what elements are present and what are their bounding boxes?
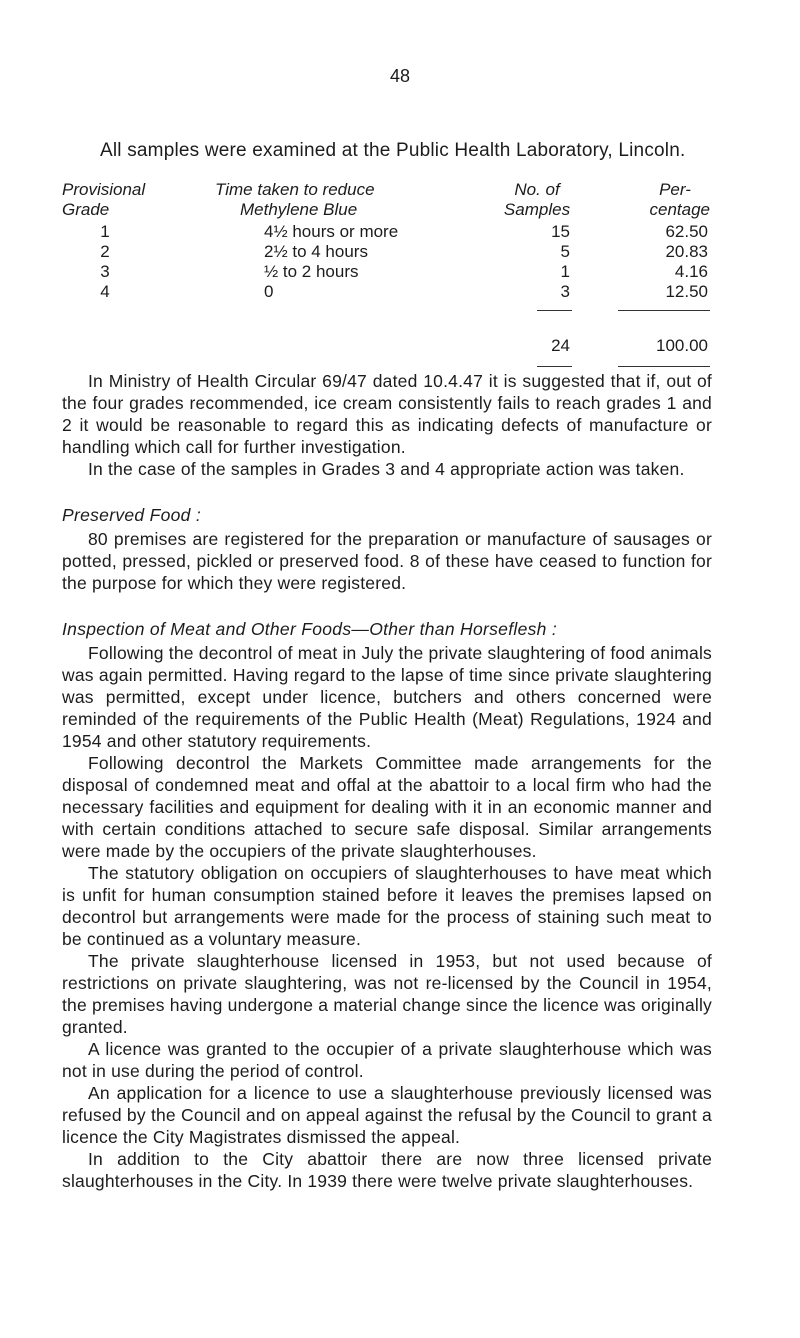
header-percentage-line1: Per- [659, 180, 691, 199]
inspection-paragraph: An application for a licence to use a slaughterhouse previously licensed was refused by the Council and on appeal against the refusal by the Council to grant a licence the City Magistrates dismissed the appeal. [62, 1083, 712, 1147]
inspection-paragraph: A licence was granted to the occupier of a private slaughterhouse which was not in use during the period of control. [62, 1039, 712, 1081]
circular-paragraph: In Ministry of Health Circular 69/47 dated 10.4.47 it is suggested that if, out of the four grades recommended, ice cream consistently fails to reach grades 1 and 2 it would be reasonable to regard this as indicating defects of manufacture or handling which call for further investigation. [62, 371, 712, 457]
row-2-samples: 5 [560, 242, 570, 261]
inspection-heading: Inspection of Meat and Other Foods—Other than Horseflesh : [62, 619, 558, 639]
header-samples-line1: No. of [514, 180, 560, 199]
row-4-grade: 4 [100, 282, 110, 301]
percentage-sum-rule-bottom [618, 366, 710, 367]
row-4-percentage: 12.50 [665, 282, 708, 301]
samples-sum-rule-top [537, 310, 572, 311]
preserved-food-heading: Preserved Food : [62, 505, 202, 525]
inspection-paragraph: In addition to the City abattoir there are now three licensed private slaughterhouses in the City. In 1939 there were twelve private slaughterhouses. [62, 1149, 712, 1191]
row-3-time: ½ to 2 hours [264, 262, 359, 281]
row-3-grade: 3 [100, 262, 110, 281]
header-time-line1: Time taken to reduce [215, 180, 375, 199]
header-percentage-line2: centage [649, 200, 710, 219]
total-samples: 24 [551, 336, 570, 355]
header-grade-line1: Provisional [62, 180, 146, 199]
grades-action-paragraph: In the case of the samples in Grades 3 and 4 appropriate action was taken. [88, 459, 685, 479]
row-3-samples: 1 [560, 262, 570, 281]
percentage-sum-rule-top [618, 310, 710, 311]
total-percentage: 100.00 [656, 336, 708, 355]
row-1-samples: 15 [551, 222, 570, 241]
preserved-food-paragraph: 80 premises are registered for the preparation or manufacture of sausages or potted, pressed, pickled or preserved food. 8 of these have ceased to function for the purpose for which they were registered. [62, 529, 712, 593]
row-3-percentage: 4.16 [674, 262, 708, 281]
samples-sum-rule-bottom [537, 366, 572, 367]
row-4-time: 0 [264, 282, 274, 301]
report-body [62, 370, 712, 1192]
row-1-grade: 1 [100, 222, 110, 241]
row-2-percentage: 20.83 [665, 242, 708, 261]
grades-table [0, 0, 800, 400]
header-samples-line2: Samples [503, 200, 571, 219]
inspection-paragraph: Following decontrol the Markets Committee made arrangements for the disposal of condemned meat and offal at the abattoir to a local firm who had the necessary facilities and equipment for dealing with it in an economic manner and with certain conditions attached to secure safe disposal. Similar arrangements were made by the occupiers of the private slaughterhouses. [62, 753, 712, 861]
page-number: 48 [389, 66, 411, 86]
inspection-paragraph: The statutory obligation on occupiers of slaughterhouses to have meat which is unfit for human consumption stained before it leaves the premises lapsed on decontrol but arrangements were made for the process of staining such meat to be continued as a voluntary measure. [62, 863, 712, 949]
row-2-grade: 2 [100, 242, 110, 261]
row-2-time: 2½ to 4 hours [264, 242, 368, 261]
header-grade-line2: Grade [62, 200, 110, 219]
inspection-paragraph: The private slaughterhouse licensed in 1953, but not used because of restrictions on private slaughtering, was not re-licensed by the Council in 1954, the premises having undergone a material change since the licence was originally granted. [62, 951, 712, 1037]
row-4-samples: 3 [560, 282, 570, 301]
header-time-line2: Methylene Blue [240, 200, 358, 219]
intro-sentence: All samples were examined at the Public Health Laboratory, Lincoln. [100, 140, 686, 161]
row-1-time: 4½ hours or more [264, 222, 399, 241]
inspection-paragraph: Following the decontrol of meat in July the private slaughtering of food animals was again permitted. Having regard to the lapse of time since private slaughtering was permitted, except under licence, butchers and others concerned were reminded of the requirements of the Public Health (Meat) Regulations, 1924 and 1954 and other statutory requirements. [62, 643, 712, 751]
row-1-percentage: 62.50 [665, 222, 708, 241]
